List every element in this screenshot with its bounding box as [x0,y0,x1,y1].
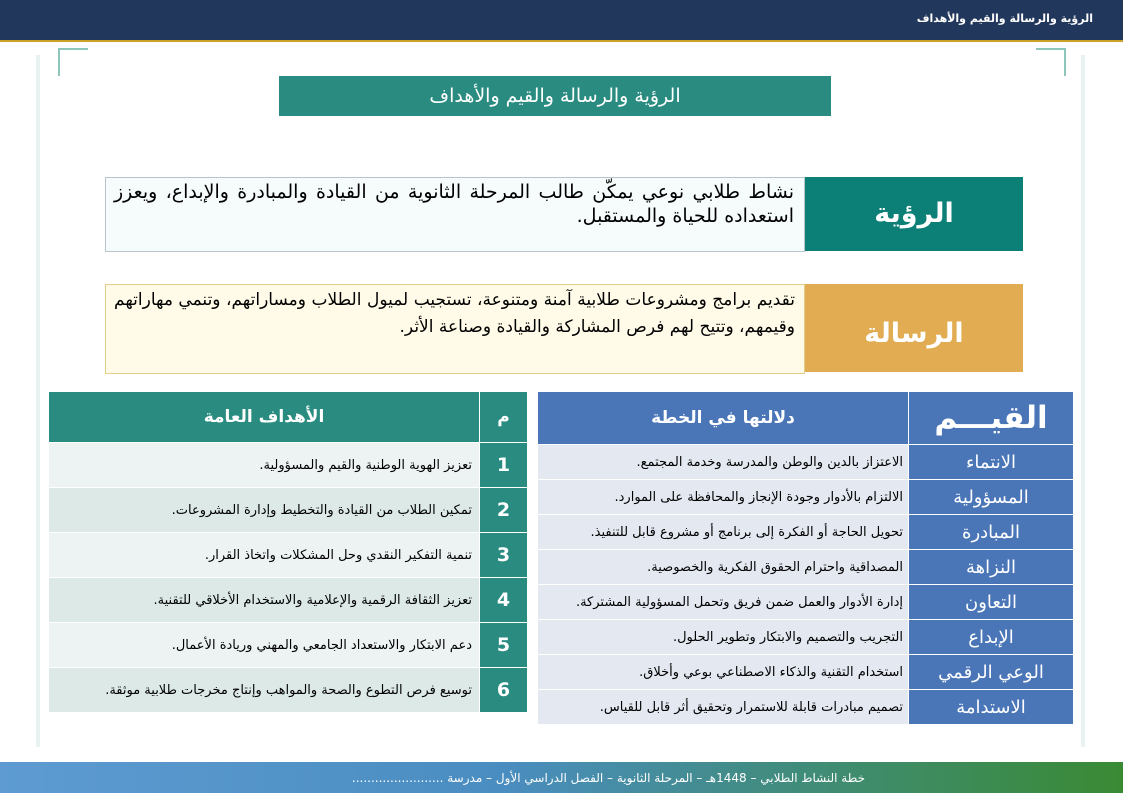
goals-header-goal: الأهداف العامة [49,392,480,443]
mission-label: الرسالة [805,284,1023,372]
goals-header-num: م [480,392,528,443]
goals-row [49,623,528,668]
values-row [538,655,1074,690]
mission-text: تقديم برامج ومشروعات طلابية آمنة ومتنوعة، تستجيب لميول الطلاب ومساراتهم، وتنمي مهاراتهم وقيمهم، وتتيح لهم فرص المشاركة والقيادة وصناعة الأثر. [105,284,805,374]
top-header-bar [0,0,1123,42]
goal-text: تعزيز الهوية الوطنية والقيم والمسؤولية. [49,443,480,488]
goal-text: تنمية التفكير النقدي وحل المشكلات واتخاذ القرار. [49,533,480,578]
value-name: الانتماء [909,445,1074,480]
value-meaning: إدارة الأدوار والعمل ضمن فريق وتحمل المسؤولية المشتركة. [538,585,909,620]
goals-header-row [49,392,528,443]
frame-corner-left [58,48,88,76]
value-name: الوعي الرقمي [909,655,1074,690]
value-name: الاستدامة [909,690,1074,725]
goals-table [48,391,528,713]
page-title: الرؤية والرسالة والقيم والأهداف [279,76,831,116]
values-row [538,550,1074,585]
value-name: الإبداع [909,620,1074,655]
value-name: المبادرة [909,515,1074,550]
header-title: الرؤية والرسالة والقيم والأهداف [916,12,1093,25]
values-row [538,445,1074,480]
goal-number: 2 [480,488,528,533]
values-row [538,620,1074,655]
goal-number: 4 [480,578,528,623]
goal-number: 3 [480,533,528,578]
vision-label: الرؤية [805,177,1023,251]
goal-number: 5 [480,623,528,668]
values-table [537,391,1074,725]
values-header-meaning: دلالتها في الخطة [538,392,909,445]
goal-text: تمكين الطلاب من القيادة والتخطيط وإدارة المشروعات. [49,488,480,533]
values-header-name: القيـــم [909,392,1074,445]
value-name: التعاون [909,585,1074,620]
goal-number: 6 [480,668,528,713]
value-meaning: الاعتزاز بالدين والوطن والمدرسة وخدمة المجتمع. [538,445,909,480]
value-meaning: استخدام التقنية والذكاء الاصطناعي بوعي وأخلاق. [538,655,909,690]
value-meaning: التجريب والتصميم والابتكار وتطوير الحلول. [538,620,909,655]
goals-row [49,668,528,713]
values-row [538,690,1074,725]
value-meaning: تحويل الحاجة أو الفكرة إلى برنامج أو مشروع قابل للتنفيذ. [538,515,909,550]
value-name: المسؤولية [909,480,1074,515]
goals-row [49,488,528,533]
vision-text: نشاط طلابي نوعي يمكّن طالب المرحلة الثانوية من القيادة والمبادرة والإبداع، ويعزز استعداده للحياة والمستقبل. [105,177,805,252]
frame-corner-right [1036,48,1066,76]
value-meaning: المصداقية واحترام الحقوق الفكرية والخصوصية. [538,550,909,585]
goal-text: دعم الابتكار والاستعداد الجامعي والمهني وريادة الأعمال. [49,623,480,668]
values-row [538,515,1074,550]
goals-row [49,533,528,578]
value-meaning: الالتزام بالأدوار وجودة الإنجاز والمحافظة على الموارد. [538,480,909,515]
frame-left-line [36,55,40,747]
value-name: النزاهة [909,550,1074,585]
goals-row [49,578,528,623]
value-meaning: تصميم مبادرات قابلة للاستمرار وتحقيق أثر قابل للقياس. [538,690,909,725]
goals-row [49,443,528,488]
goal-number: 1 [480,443,528,488]
values-header-row [538,392,1074,445]
goal-text: توسيع فرص التطوع والصحة والمواهب وإنتاج مخرجات طلابية موثقة. [49,668,480,713]
footer-bar [0,762,1123,793]
footer-text: خطة النشاط الطلابي – 1448هـ – المرحلة الثانوية – الفصل الدراسي الأول – مدرسة ........................ [351,771,865,785]
values-row [538,480,1074,515]
goal-text: تعزيز الثقافة الرقمية والإعلامية والاستخدام الأخلاقي للتقنية. [49,578,480,623]
frame-right-line [1081,55,1085,747]
values-row [538,585,1074,620]
